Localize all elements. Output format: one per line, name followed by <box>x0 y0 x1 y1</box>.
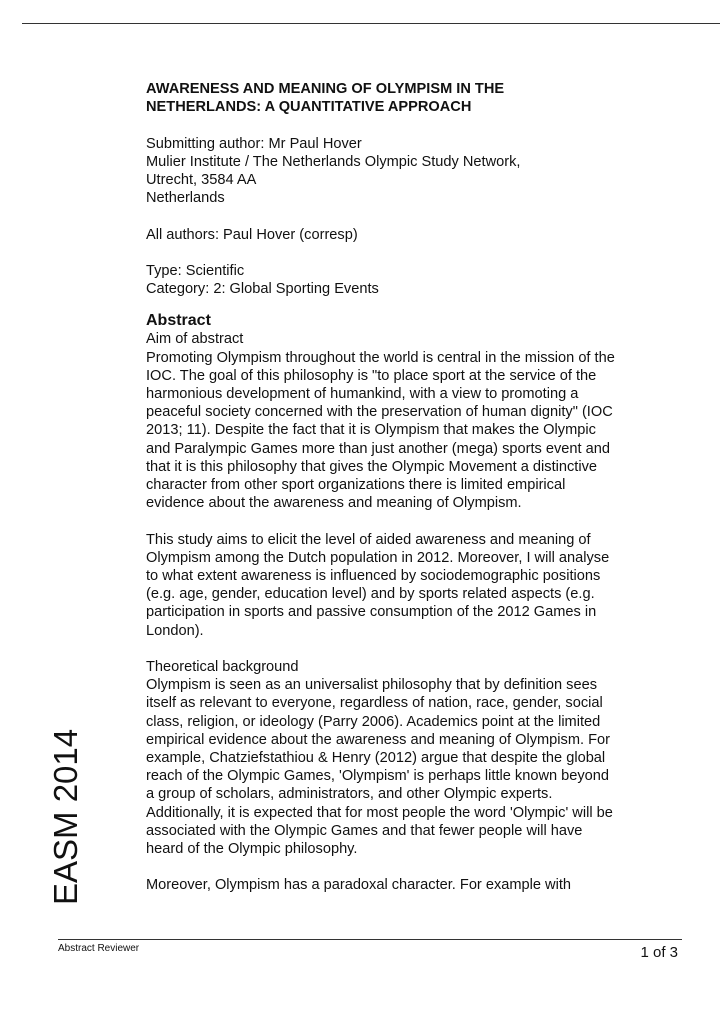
paragraph-line: peaceful society concerned with the preservation of human dignity" (IOC <box>146 404 613 421</box>
paragraph-line: empirical evidence about the awareness and meaning of Olympism. For <box>146 731 610 748</box>
header-rule <box>22 23 720 24</box>
theory-paragraph <box>146 676 666 858</box>
aim-heading: Aim of abstract <box>146 331 244 348</box>
institution: Mulier Institute / The Netherlands Olympic Study Network, <box>146 153 521 170</box>
paragraph-line: heard of the Olympic philosophy. <box>146 841 358 858</box>
paragraph-line: and Paralympic Games more than just another (mega) sports event and <box>146 440 610 457</box>
last-paragraph <box>146 876 666 894</box>
page-number: 1 of 3 <box>640 944 678 961</box>
paragraph-line: Olympism among the Dutch population in 2012. Moreover, I will analyse <box>146 549 610 566</box>
theory-heading: Theoretical background <box>146 659 299 676</box>
submitting-author: Submitting author: Mr Paul Hover <box>146 135 362 152</box>
document-body <box>146 80 666 895</box>
abstract-category: Category: 2: Global Sporting Events <box>146 281 379 298</box>
footer-reviewer-label: Abstract Reviewer <box>58 943 140 954</box>
study-paragraph <box>146 531 666 640</box>
paragraph-line: Additionally, it is expected that for most people the word 'Olympic' will be <box>146 804 613 821</box>
footer-rule <box>58 939 682 940</box>
paragraph-line: character from other sport organizations there is limited empirical <box>146 477 566 494</box>
paragraph-line: participation in sports and passive consumption of the 2012 Games in <box>146 604 597 621</box>
all-authors: All authors: Paul Hover (corresp) <box>146 226 358 243</box>
paragraph-line: class, religion, or ideology (Parry 2006). Academics point at the limited <box>146 713 601 730</box>
paragraph-line: harmonious development of humankind, with a view to promoting a <box>146 386 579 402</box>
side-label: EASM 2014 <box>47 728 84 905</box>
paragraph-line: example, Chatziefstathiou & Henry (2012) argue that despite the global <box>146 750 606 767</box>
paragraph-line: Olympism is seen as an universalist philosophy that by definition sees <box>146 677 598 694</box>
paragraph-line: Moreover, Olympism has a paradoxal character. For example with <box>146 877 572 894</box>
city: Utrecht, 3584 AA <box>146 172 257 188</box>
title-line: AWARENESS AND MEANING OF OLYMPISM IN THE <box>146 81 505 97</box>
abstract-type: Type: Scientific <box>146 262 245 279</box>
paragraph-line: IOC. The goal of this philosophy is "to place sport at the service of the <box>146 367 597 384</box>
paragraph-line: a group of scholars, administrators, and other Olympic experts. <box>146 786 553 803</box>
paragraph-line: that it is this philosophy that gives the Olympic Movement a distinctive <box>146 458 597 475</box>
paragraph-line: 2013; 11). Despite the fact that it is Olympism that makes the Olympic <box>146 422 596 439</box>
abstract-heading: Abstract <box>146 312 211 330</box>
country: Netherlands <box>146 190 225 207</box>
paragraph-line: evidence about the awareness and meaning of Olympism. <box>146 495 522 512</box>
paragraph-line: London). <box>146 622 204 639</box>
title-line: NETHERLANDS: A QUANTITATIVE APPROACH <box>146 99 472 116</box>
paragraph-line: itself as relevant to everyone, regardless of nation, race, gender, social <box>146 695 603 712</box>
paragraph-line: Promoting Olympism throughout the world is central in the mission of the <box>146 349 615 366</box>
paragraph-line: associated with the Olympic Games and that fewer people will have <box>146 822 583 839</box>
paragraph-line: to what extent awareness is influenced by sociodemographic positions <box>146 568 601 585</box>
author-block <box>146 135 666 208</box>
paragraph-line: reach of the Olympic Games, 'Olympism' is perhaps little known beyond <box>146 768 610 785</box>
aim-paragraph <box>146 349 666 513</box>
document-title <box>146 80 666 116</box>
paragraph-line: This study aims to elicit the level of aided awareness and meaning of <box>146 531 591 548</box>
paragraph-line: (e.g. age, gender, education level) and by sports related aspects (e.g. <box>146 586 595 603</box>
